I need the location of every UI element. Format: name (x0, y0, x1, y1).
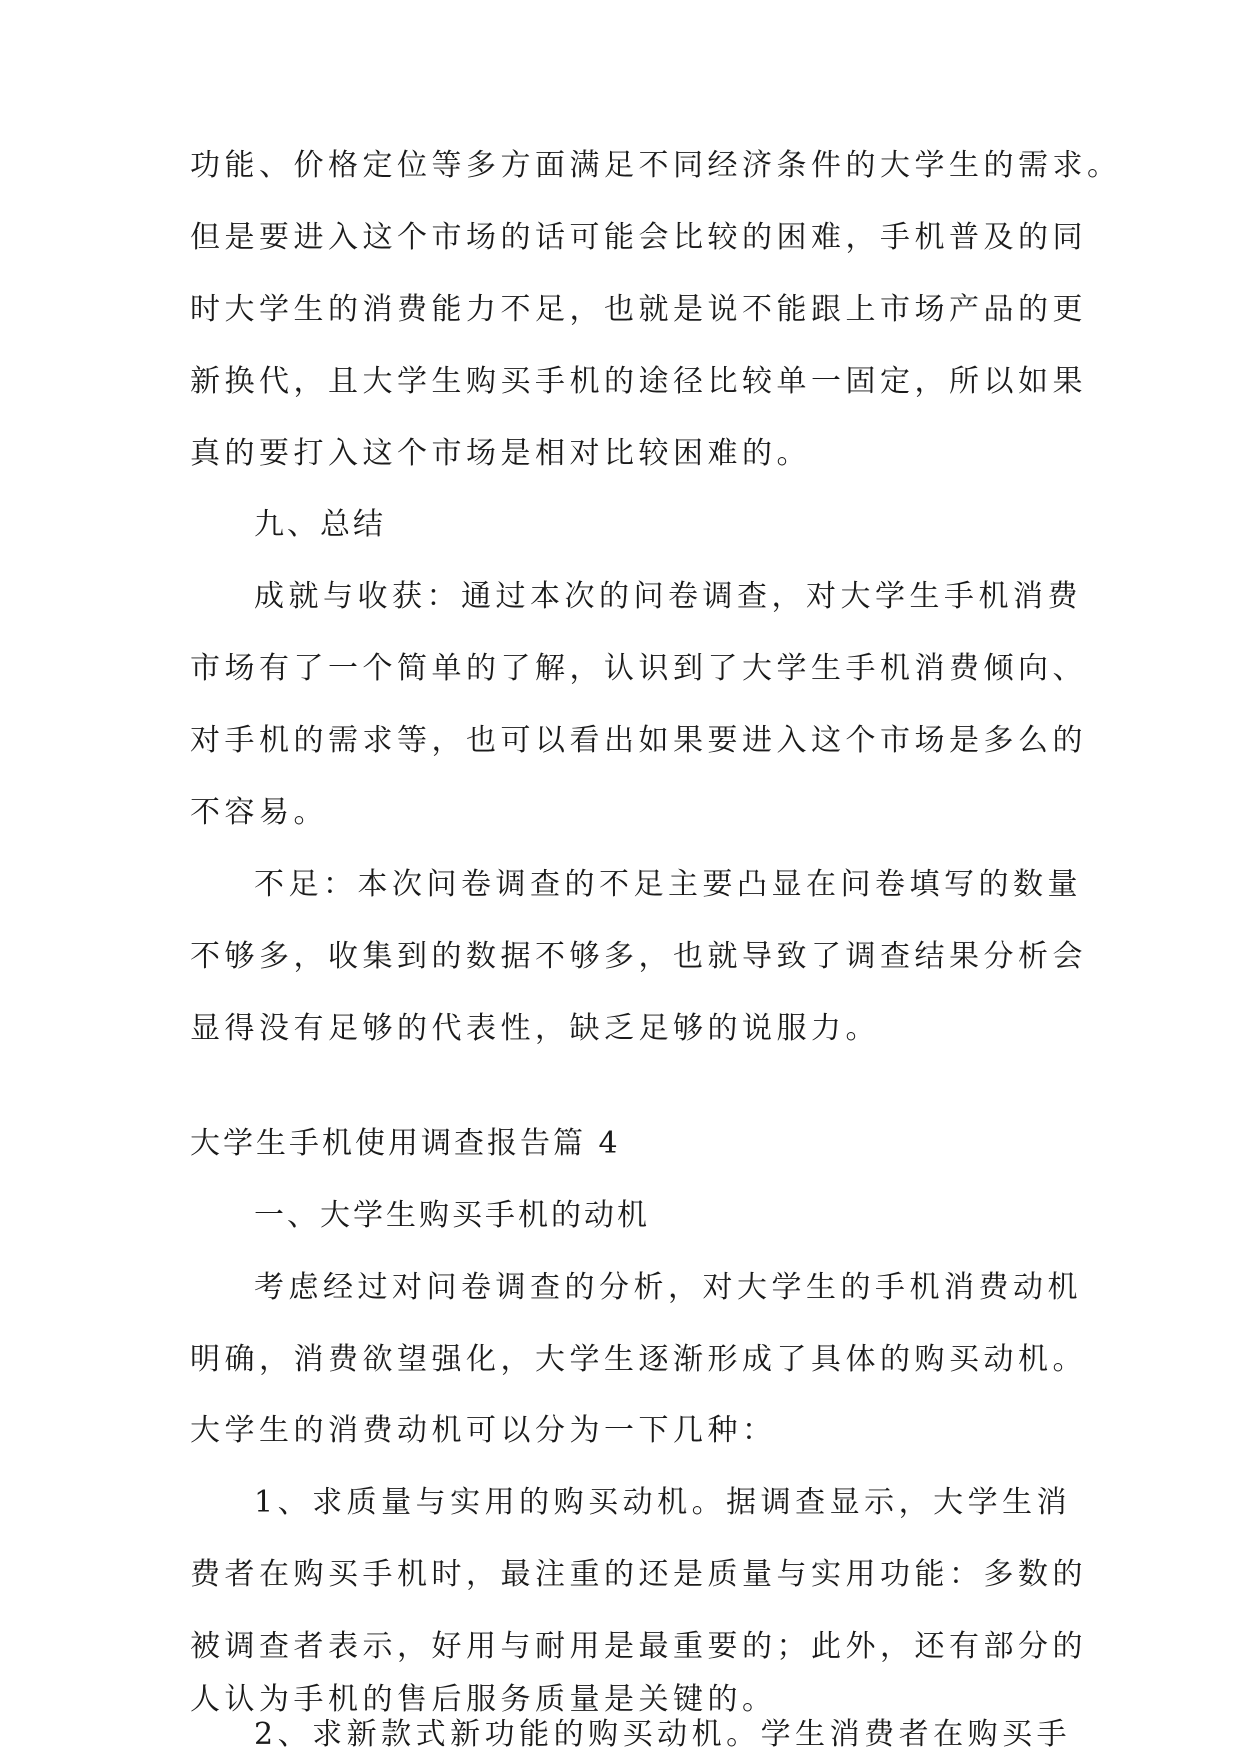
paragraph-line: 显得没有足够的代表性，缺乏足够的说服力。 (190, 1011, 880, 1046)
section-heading-summary: 九、总结 (254, 507, 386, 542)
section-heading-motivation: 一、大学生购买手机的动机 (254, 1198, 650, 1233)
paragraph-line: 但是要进入这个市场的话可能会比较的困难，手机普及的同 (190, 220, 1087, 255)
paragraph-line: 真的要打入这个市场是相对比较困难的。 (190, 436, 811, 471)
paragraph-line: 被调查者表示，好用与耐用是最重要的；此外，还有部分的 (190, 1629, 1087, 1664)
paragraph-line: 功能、价格定位等多方面满足不同经济条件的大学生的需求。 (190, 148, 1122, 183)
paragraph-line: 时大学生的消费能力不足，也就是说不能跟上市场产品的更 (190, 292, 1087, 327)
article-title: 大学生手机使用调查报告篇 4 (190, 1126, 621, 1161)
paragraph-line: 不够多，收集到的数据不够多，也就导致了调查结果分析会 (190, 939, 1087, 974)
paragraph-line: 新换代，且大学生购买手机的途径比较单一固定，所以如果 (190, 364, 1087, 399)
paragraph-line: 人认为手机的售后服务质量是关键的。 (190, 1682, 777, 1717)
paragraph-line: 明确，消费欲望强化，大学生逐渐形成了具体的购买动机。 (190, 1342, 1087, 1377)
paragraph-line: 考虑经过对问卷调查的分析，对大学生的手机消费动机 (254, 1270, 1082, 1305)
paragraph-line: 2、求新款式新功能的购买动机。学生消费者在购买手 (254, 1717, 1072, 1752)
paragraph-line: 市场有了一个简单的了解，认识到了大学生手机消费倾向、 (190, 651, 1087, 686)
paragraph-line: 大学生的消费动机可以分为一下几种： (190, 1413, 777, 1448)
paragraph-line: 对手机的需求等，也可以看出如果要进入这个市场是多么的 (190, 723, 1087, 758)
paragraph-line: 1、求质量与实用的购买动机。据调查显示，大学生消 (254, 1485, 1072, 1520)
paragraph-line: 费者在购买手机时，最注重的还是质量与实用功能：多数的 (190, 1557, 1087, 1592)
paragraph-line: 不足：本次问卷调查的不足主要凸显在问卷填写的数量 (254, 867, 1082, 902)
paragraph-line: 不容易。 (190, 795, 328, 830)
paragraph-line: 成就与收获：通过本次的问卷调查，对大学生手机消费 (254, 579, 1082, 614)
